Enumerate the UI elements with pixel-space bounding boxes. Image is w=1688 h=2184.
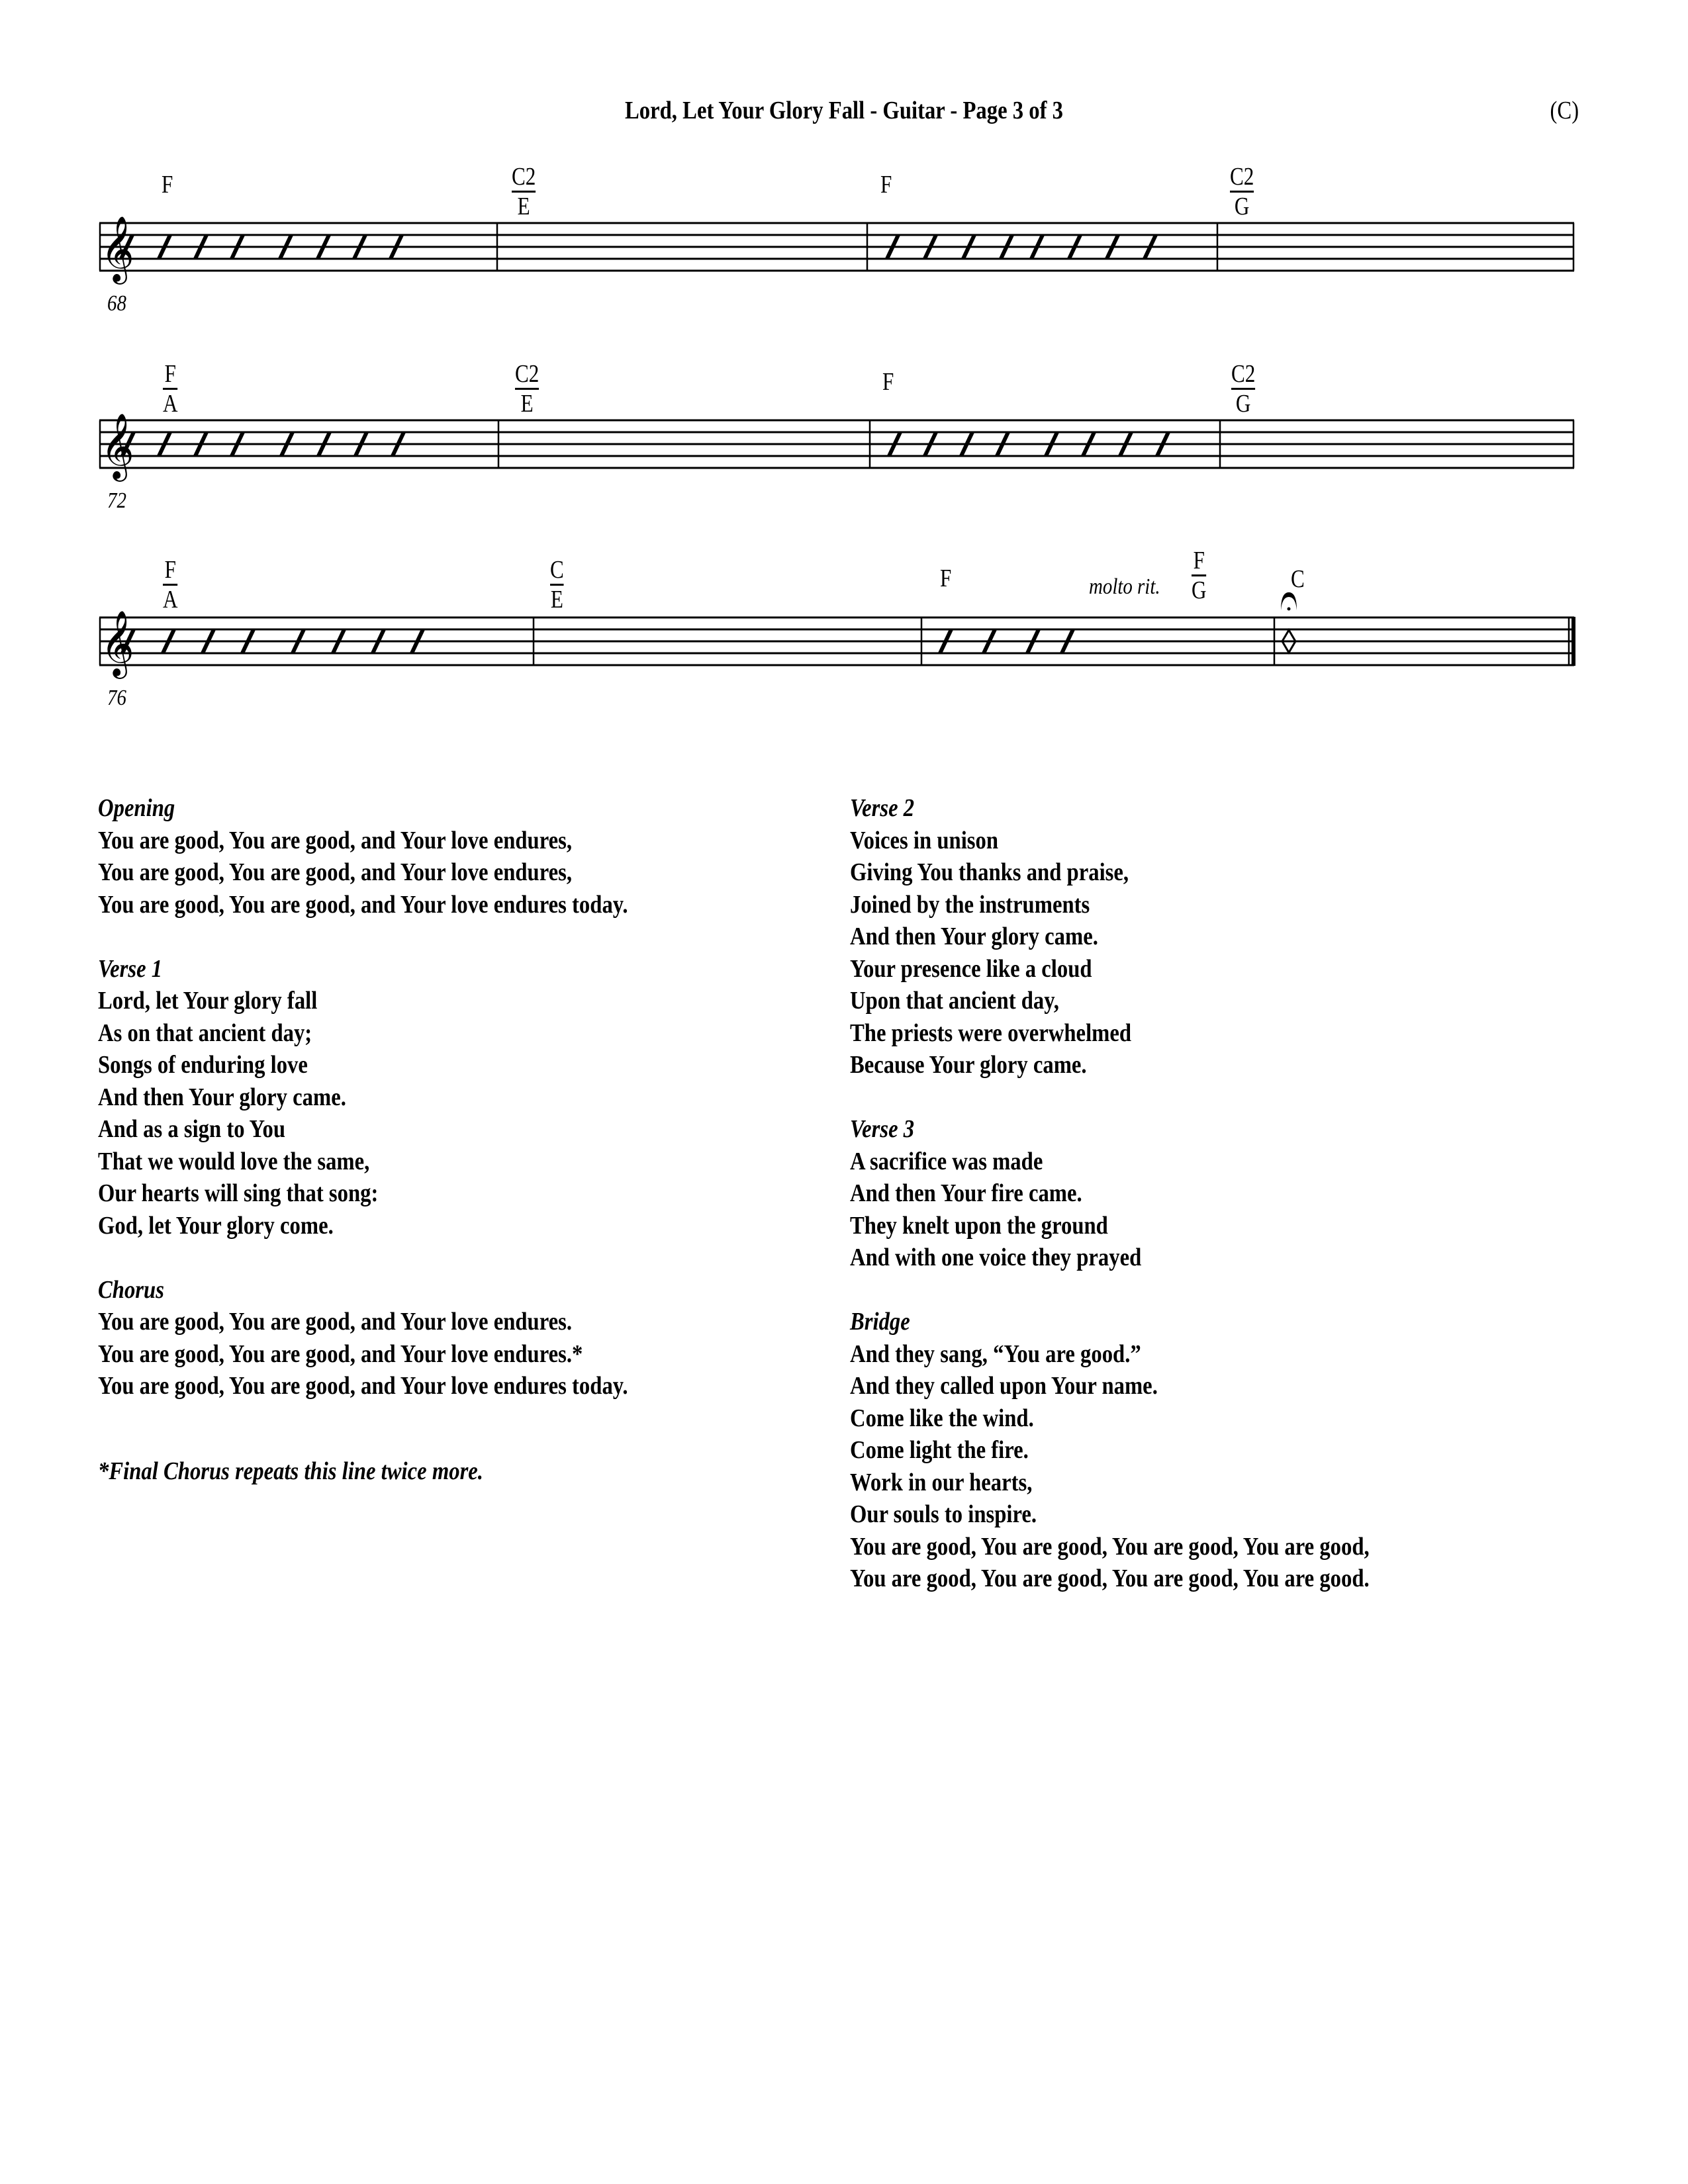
lyric-line: Lord, let Your glory fall (98, 987, 318, 1015)
slash-chord-symbol (550, 557, 564, 612)
lyric-line: You are good, You are good, and Your love endures. (98, 1308, 573, 1336)
page-title: Lord, Let Your Glory Fall - Guitar - Page 3 of 3 (624, 97, 1064, 124)
lyrics-section-verse-2 (850, 792, 1533, 1081)
chord-symbol: F (162, 171, 173, 199)
staff-1-lines (99, 223, 1574, 271)
lyric-line: As on that ancient day; (98, 1019, 312, 1047)
lyric-line: Our hearts will sing that song: (98, 1179, 379, 1207)
chord-bass: E (520, 390, 534, 418)
section-heading: Verse 2 (850, 794, 915, 822)
chord-symbol: C (1291, 565, 1305, 593)
lyric-line: You are good, You are good, and Your love endures today. (98, 890, 628, 919)
chord-symbol: F (940, 565, 952, 592)
chord-bass: E (550, 586, 563, 614)
chord-bass: G (1192, 576, 1207, 604)
lyrics-right-column (850, 792, 1533, 1627)
lyrics-left-column (98, 792, 781, 1434)
chord-top: F (163, 557, 178, 586)
chord-bass: G (1235, 390, 1251, 418)
measure-number: 68 (107, 291, 126, 316)
lyric-line: That we would love the same, (98, 1147, 370, 1175)
lyric-line: Giving You thanks and praise, (850, 858, 1129, 886)
lyric-line: You are good, You are good, You are good, You are good, (850, 1532, 1370, 1561)
treble-clef-icon: 𝄞 (101, 217, 134, 281)
slash-chord-symbol (515, 361, 539, 416)
slash-chord-symbol (1192, 548, 1207, 603)
lyric-line: Work in our hearts, (850, 1468, 1033, 1496)
lyric-line: The priests were overwhelmed (850, 1019, 1132, 1047)
chord-top: C2 (512, 164, 536, 193)
lyric-line: Your presence like a cloud (850, 954, 1092, 983)
treble-clef-icon: 𝄞 (101, 414, 134, 478)
lyric-line: God, let Your glory come. (98, 1211, 334, 1240)
lyric-line: And they sang, “You are good.” (850, 1340, 1141, 1368)
chord-top: C2 (1230, 164, 1254, 193)
section-heading: Verse 3 (850, 1115, 915, 1143)
treble-clef-icon: 𝄞 (101, 612, 134, 675)
chord-top: C (550, 557, 564, 586)
staff-2-lines (99, 420, 1574, 468)
lyric-line: And with one voice they prayed (850, 1244, 1142, 1271)
lyric-line: And then Your glory came. (98, 1083, 346, 1111)
lyric-line: Joined by the instruments (850, 890, 1090, 919)
lyric-line: And then Your fire came. (850, 1179, 1082, 1207)
lyric-line: And then Your glory came. (850, 923, 1098, 950)
chord-top: F (163, 361, 178, 390)
measure-number: 76 (107, 686, 126, 710)
lyric-line: You are good, You are good, and Your love endures, (98, 826, 573, 854)
fermata-icon (1281, 592, 1297, 611)
lyric-line: Because Your glory came. (850, 1051, 1087, 1079)
section-heading: Opening (98, 794, 175, 822)
slash-chord-symbol (163, 557, 178, 612)
slash-chord-symbol (512, 164, 536, 219)
chord-bass: A (163, 586, 178, 614)
lyric-line: You are good, You are good, and Your love endures today. (98, 1372, 628, 1400)
final-barline (1571, 617, 1575, 666)
lyric-line: You are good, You are good, You are good, You are good. (850, 1565, 1370, 1592)
lyric-line: Come light the fire. (850, 1436, 1029, 1464)
tempo-marking: molto rit. (1089, 574, 1160, 599)
chord-top: F (1192, 548, 1207, 576)
chord-bass: E (517, 193, 530, 220)
chord-bass: G (1234, 193, 1250, 220)
chord-top: C2 (1231, 361, 1255, 390)
lyric-line: Our souls to inspire. (850, 1500, 1037, 1528)
lyric-line: And as a sign to You (98, 1115, 286, 1143)
section-heading: Bridge (850, 1308, 910, 1336)
key-indicator: (C) (1550, 97, 1579, 124)
lyric-line: Upon that ancient day, (850, 987, 1059, 1015)
chord-top: C2 (515, 361, 539, 390)
lyrics-section-chorus (98, 1274, 781, 1402)
lyric-line: Songs of enduring love (98, 1051, 308, 1079)
lyric-line: And they called upon Your name. (850, 1372, 1158, 1400)
chord-bass: A (163, 390, 178, 418)
lyrics-section-bridge (850, 1306, 1533, 1595)
lyrics-section-opening (98, 792, 781, 921)
measure-number: 72 (107, 488, 126, 513)
lyrics-section-verse-3 (850, 1113, 1533, 1274)
staff-lines-svg (0, 0, 1688, 728)
staff-3-lines (99, 617, 1574, 665)
footnote: *Final Chorus repeats this line twice more. (98, 1457, 483, 1485)
lyrics-section-verse-1 (98, 953, 781, 1242)
lyric-line: Voices in unison (850, 826, 999, 854)
chord-symbol: F (882, 368, 894, 396)
slash-chord-symbol (163, 361, 178, 416)
slash-chord-symbol (1230, 164, 1254, 219)
lyric-line: Come like the wind. (850, 1404, 1034, 1432)
slash-chord-symbol (1231, 361, 1255, 416)
lyric-line: You are good, You are good, and Your love endures, (98, 858, 573, 886)
lyric-line: They knelt upon the ground (850, 1211, 1108, 1240)
lyric-line: You are good, You are good, and Your love endures.* (98, 1340, 583, 1368)
chord-symbol: F (880, 171, 892, 199)
section-heading: Verse 1 (98, 954, 163, 983)
section-heading: Chorus (98, 1275, 164, 1304)
lyric-line: A sacrifice was made (850, 1147, 1043, 1175)
